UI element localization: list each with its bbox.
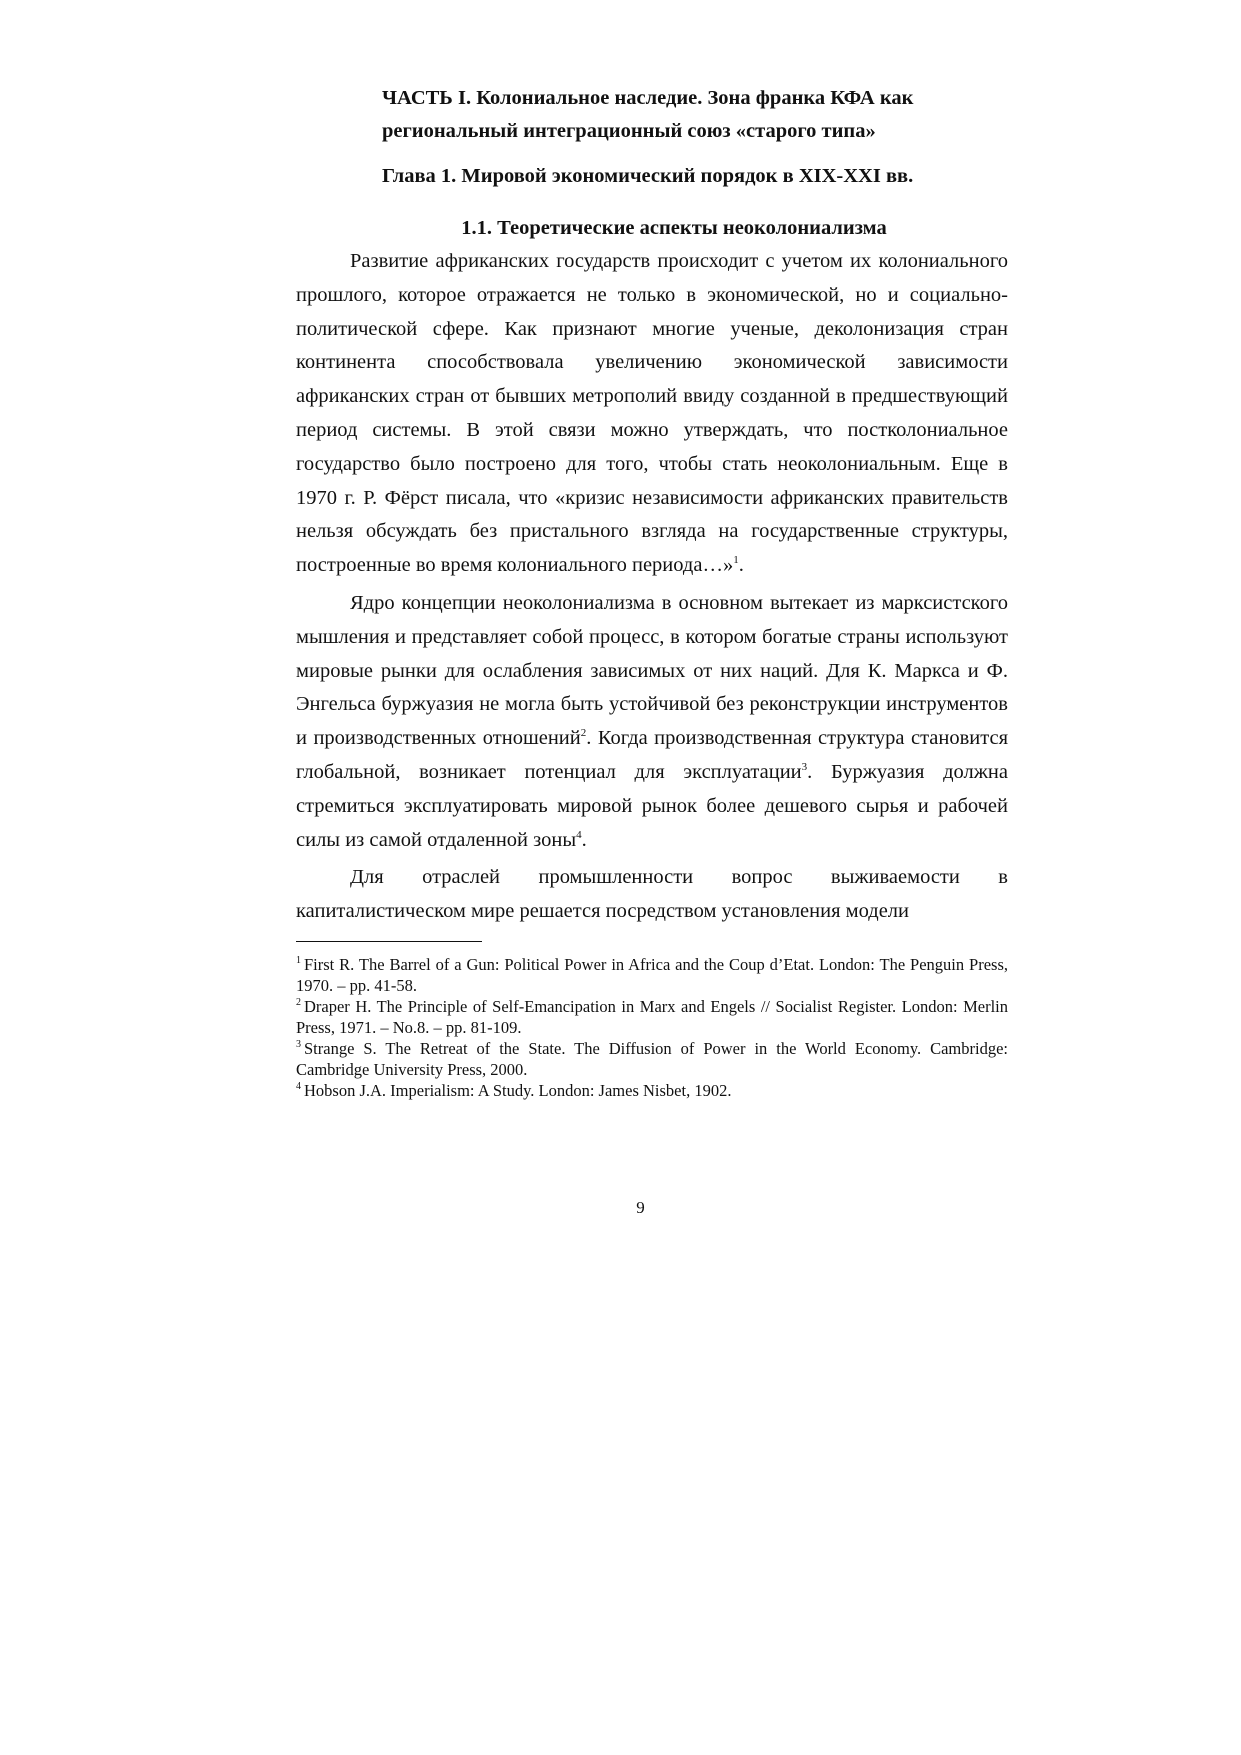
footnote-ref-1[interactable]: 1 <box>733 554 739 567</box>
footnote-number: 2 <box>296 997 301 1009</box>
footnote-ref-2[interactable]: 2 <box>580 727 587 740</box>
footnote-text: Hobson J.A. Imperialism: A Study. London: James Nisbet, 1902. <box>304 1080 732 1100</box>
chapter-title: Глава 1. Мировой экономический порядок в XIX-XXI вв. <box>382 165 914 187</box>
page-number: 9 <box>636 1198 645 1217</box>
footnote-3 <box>296 1038 1008 1080</box>
footnote-number: 1 <box>296 955 301 967</box>
section-title: 1.1. Теоретические аспекты неоколониализма <box>461 217 887 239</box>
footnote-ref-3[interactable]: 3 <box>801 761 808 774</box>
part-title <box>382 82 1008 148</box>
paragraph-1-text: Развитие африканских государств происходит с учетом их колониального прошлого, которое отражается не только в экономической, но и социально-политической сфере. Как признают многие ученые, деколонизация стран континента способствовала увеличению экономической зависимости африканских стран от бывших метрополий ввиду созданной в предшествующий период системы. В этой связи можно утверждать, что постколониальное государство было построено для того, чтобы стать неоколониальным. Еще в 1970 г. Р. Фёрст писала, что «кризис независимости африканских правительств нельзя обсуждать без пристального взгляда на государственные структуры, построенные во время колониального периода…» <box>296 250 1008 577</box>
paragraph-1 <box>296 245 1008 583</box>
footnote-1 <box>296 954 1008 996</box>
footnotes <box>296 954 1008 1101</box>
part-title-line-2: региональный интеграционный союз «старого типа» <box>382 120 876 142</box>
footnote-text: Draper H. The Principle of Self-Emancipation in Marx and Engels // Socialist Register. London: Merlin Press, 1971. – No.8. – pp. 81-109. <box>296 996 1008 1037</box>
footnote-4 <box>296 1080 1008 1101</box>
footnote-ref-4[interactable]: 4 <box>576 828 582 841</box>
footnote-separator <box>296 941 482 942</box>
paragraph-3: Для отраслей промышленности вопрос выживаемости в капиталистическом мире решается посредством установления модели <box>296 866 1008 923</box>
footnote-number: 4 <box>296 1081 301 1093</box>
page-content <box>296 82 1008 1101</box>
paragraph-1-end: . <box>738 554 744 577</box>
paragraph-2-end: . <box>581 828 587 851</box>
paragraph-2 <box>296 587 1008 857</box>
paragraph-2-text-c: . Буржуазия должна стремиться эксплуатировать мировой рынок более дешевого сырья и рабочей силы из самой отдаленной зоны <box>296 760 1008 851</box>
footnote-2 <box>296 996 1008 1038</box>
footnote-text: First R. The Barrel of a Gun: Political Power in Africa and the Coup d’Etat. London: The Penguin Press, 1970. – pp. 41-58. <box>296 954 1008 995</box>
part-title-line-1: ЧАСТЬ I. Колониальное наследие. Зона франка КФА как <box>382 87 914 109</box>
footnote-number: 3 <box>296 1039 301 1051</box>
footnote-text: Strange S. The Retreat of the State. The Diffusion of Power in the World Economy. Cambridge: Cambridge University Press, 2000. <box>296 1038 1008 1079</box>
paragraph-2-text-b: . Когда производственная структура становится глобальной, возникает потенциал для эксплуатации <box>296 727 1009 783</box>
paragraph-2-text-a: Ядро концепции неоколониализма в основном вытекает из марксистского мышления и представляет собой процесс, в котором богатые страны используют мировые рынки для ослабления зависимых от них наций. Для К. Маркса и Ф. Энгельса буржуазия не могла быть устойчивой без реконструкции инструментов и производственных отношений <box>296 591 1008 750</box>
